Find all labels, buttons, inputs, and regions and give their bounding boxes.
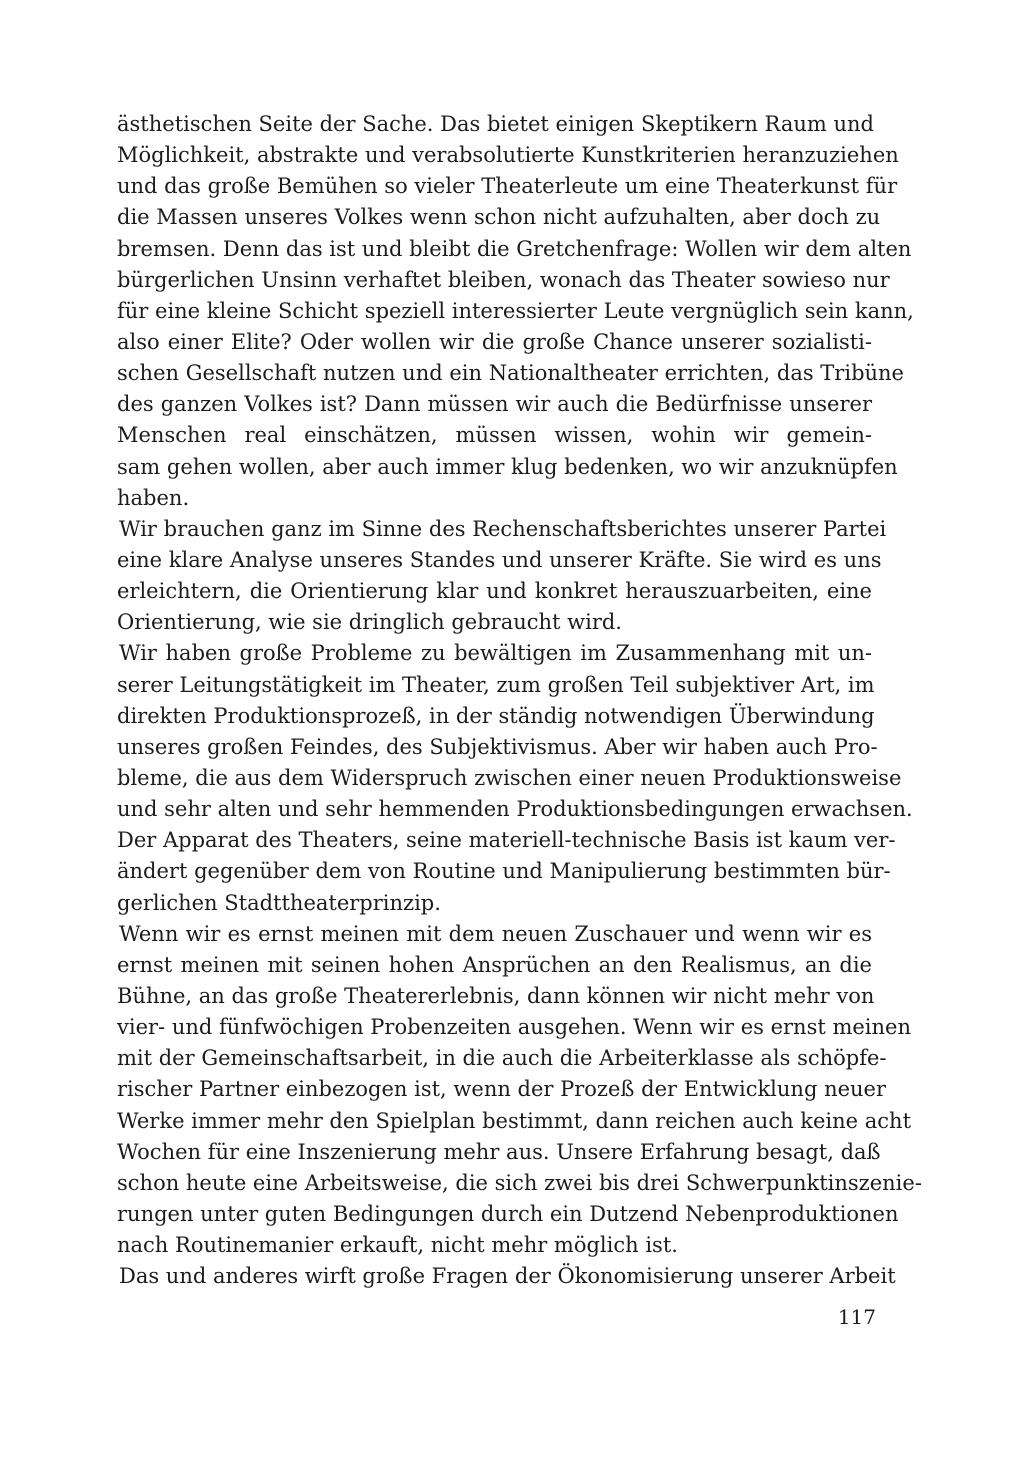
text-line: ästhetischen Seite der Sache. Das bietet einigen Skeptikern Raum und	[117, 112, 874, 136]
text-line: rungen unter guten Bedingungen durch ein Dutzend Nebenproduktionen	[117, 1201, 899, 1226]
text-line: des ganzen Volkes ist? Dann müssen wir auch die Bedürfnisse unserer	[117, 392, 872, 417]
text-line: Wochen für eine Inszenierung mehr aus. Unsere Erfahrung besagt, daß	[117, 1139, 881, 1164]
text-line: und das große Bemühen so vieler Theaterleute um eine Theaterkunst für	[117, 174, 898, 199]
text-line: serer Leitungstätigkeit im Theater, zum großen Teil subjektiver Art, im	[117, 672, 875, 697]
text-line: Wir haben große Probleme zu bewältigen im Zusammenhang mit un-	[119, 641, 872, 666]
text-line: also einer Elite? Oder wollen wir die große Chance unserer sozialisti-	[117, 329, 872, 354]
text-line: nach Routinemanier erkauft, nicht mehr möglich ist.	[117, 1233, 678, 1258]
text-line: Werke immer mehr den Spielplan bestimmt, dann reichen auch keine acht	[117, 1108, 912, 1133]
text-line: bürgerlichen Unsinn verhaftet bleiben, wonach das Theater sowieso nur	[117, 267, 890, 292]
text-line: Bühne, an das große Theatererlebnis, dann können wir nicht mehr von	[117, 983, 875, 1008]
text-line: Orientierung, wie sie dringlich gebraucht wird.	[117, 610, 622, 635]
body-text	[117, 109, 922, 1292]
text-line: gerlichen Stadttheaterprinzip.	[117, 890, 441, 915]
text-line: eine klare Analyse unseres Standes und unserer Kräfte. Sie wird es uns	[117, 547, 882, 572]
text-line: bremsen. Denn das ist und bleibt die Gretchenfrage: Wollen wir dem alten	[117, 236, 912, 261]
text-line: Das und anderes wirft große Fragen der Ökonomisierung unserer Arbeit	[119, 1264, 896, 1289]
text-line: schon heute eine Arbeitsweise, die sich zwei bis drei Schwerpunktinszenie-	[117, 1170, 922, 1195]
text-line: haben.	[117, 485, 190, 510]
page-number: 117	[837, 1305, 876, 1329]
text-line: mit der Gemeinschaftsarbeit, in die auch die Arbeiterklasse als schöpfe-	[117, 1046, 887, 1071]
text-line: schen Gesellschaft nutzen und ein Nationaltheater errichten, das Tribüne	[117, 361, 904, 386]
text-line: für eine kleine Schicht speziell interessierter Leute vergnüglich sein kann,	[117, 298, 914, 323]
text-line: unseres großen Feindes, des Subjektivismus. Aber wir haben auch Pro-	[117, 734, 878, 759]
text-line: sam gehen wollen, aber auch immer klug bedenken, wo wir anzuknüpfen	[117, 454, 898, 479]
text-line: Möglichkeit, abstrakte und verabsolutierte Kunstkriterien heranzuziehen	[117, 143, 899, 168]
text-line: erleichtern, die Orientierung klar und konkret herauszuarbeiten, eine	[117, 579, 872, 604]
text-line: bleme, die aus dem Widerspruch zwischen einer neuen Produktionsweise	[117, 765, 902, 790]
text-line: Wir brauchen ganz im Sinne des Rechenschaftsberichtes unserer Partei	[119, 516, 887, 541]
text-line: und sehr alten und sehr hemmenden Produktionsbedingungen erwachsen.	[117, 797, 913, 822]
text-line: rischer Partner einbezogen ist, wenn der Prozeß der Entwicklung neuer	[117, 1077, 887, 1102]
text-line: ändert gegenüber dem von Routine und Manipulierung bestimmten bür-	[117, 859, 891, 884]
text-line: Menschen real einschätzen, müssen wissen, wohin wir gemein-	[117, 423, 872, 448]
text-line: vier- und fünfwöchigen Probenzeiten ausgehen. Wenn wir es ernst meinen	[117, 1015, 912, 1040]
text-line: die Massen unseres Volkes wenn schon nicht aufzuhalten, aber doch zu	[117, 205, 881, 230]
text-line: direkten Produktionsprozeß, in der ständig notwendigen Überwindung	[117, 703, 875, 728]
text-line: Der Apparat des Theaters, seine materiell-technische Basis ist kaum ver-	[117, 828, 896, 853]
text-line: Wenn wir es ernst meinen mit dem neuen Zuschauer und wenn wir es	[119, 921, 872, 946]
text-line: ernst meinen mit seinen hohen Ansprüchen an den Realismus, an die	[117, 952, 872, 977]
